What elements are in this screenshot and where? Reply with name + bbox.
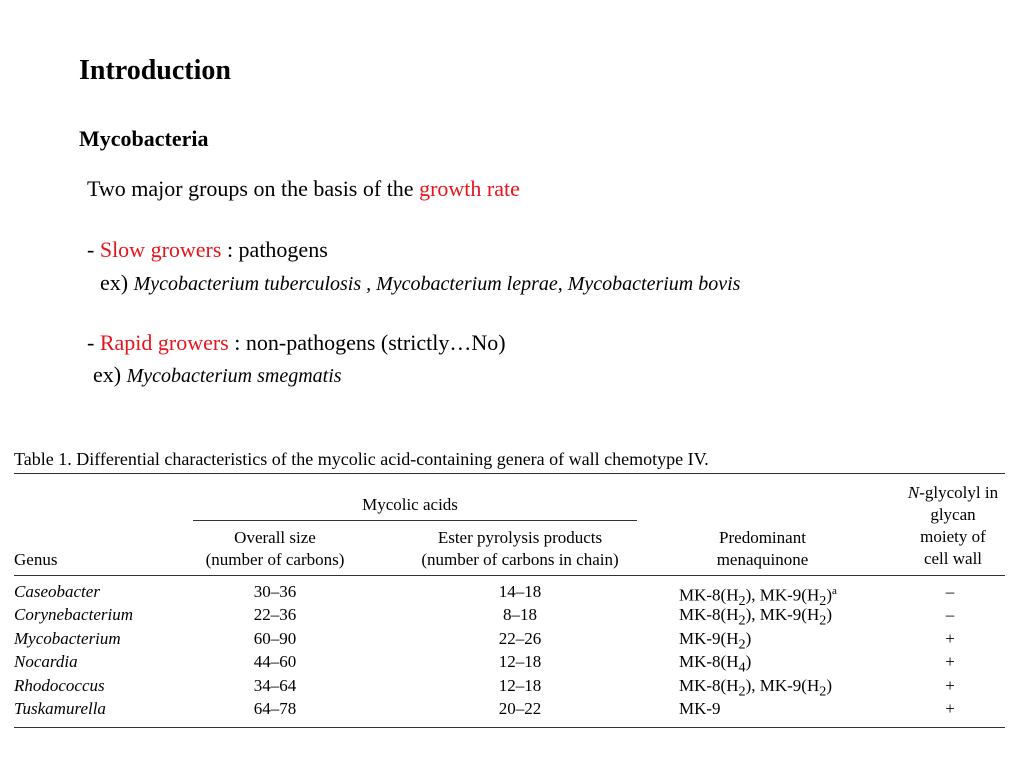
table-row-genus: Caseobacter: [14, 582, 100, 601]
header-nglyc-line4: cell wall: [923, 549, 983, 568]
header-mena-line1: Predominant: [719, 528, 806, 547]
intro-text: Two major groups on the basis of the: [87, 176, 414, 201]
header-nglyc-italic: N: [907, 483, 920, 502]
slow-growers-examples: [100, 270, 740, 296]
table-top-rule: [14, 473, 1005, 474]
table-row-nglycolyl: +: [945, 652, 955, 671]
header-menaquinone: [690, 527, 835, 571]
header-genus: Genus: [14, 550, 58, 569]
table-row-ester: 14–18: [498, 582, 542, 601]
table-bottom-rule: [14, 727, 1005, 728]
ex-prefix: ex): [100, 270, 129, 295]
table-row-nglycolyl: +: [945, 629, 955, 648]
header-n-glycolyl: [893, 482, 1013, 570]
table-row-genus: Nocardia: [14, 652, 78, 671]
slow-growers-label: Slow growers: [99, 237, 222, 262]
table-row-ester: 8–18: [503, 605, 537, 624]
table-caption: Table 1. Differential characteristics of the mycolic acid-containing genera of wall chemotype IV.: [14, 449, 709, 469]
table-row-menaquinone: $MK-8(H_2)$, $MK-9(H_2)$: [679, 676, 832, 700]
rapid-growers-desc: : non-pathogens (strictly…No): [234, 330, 506, 355]
table-row-genus: Rhodococcus: [14, 676, 105, 695]
table-header-rule: [14, 575, 1005, 576]
table-row-genus: Mycobacterium: [14, 629, 121, 648]
table-row-ester: 20–22: [498, 699, 542, 718]
table-row-nglycolyl: +: [945, 676, 955, 695]
table-row-ester: 22–26: [498, 629, 542, 648]
slow-growers-line: [87, 237, 328, 263]
header-overall-size-line2: (number of carbons): [205, 550, 345, 569]
table-row-nglycolyl: –: [945, 605, 955, 624]
header-nglyc-line1: [893, 482, 1013, 504]
page-title: Introduction: [79, 55, 231, 86]
rapid-examples-text: Mycobacterium smegmatis: [126, 365, 342, 387]
table-row-menaquinone: $MK-8(H_2)$, $MK-9(H_2)$: [679, 605, 832, 629]
header-nglyc-line2: glycan: [930, 505, 976, 524]
intro-highlight: growth rate: [419, 176, 520, 201]
rapid-growers-line: [87, 330, 506, 356]
header-ester: [395, 527, 645, 571]
group-header-rule: [193, 520, 637, 521]
table-row-menaquinone: $MK-8(H_2)$, $MK-9(H_2)^a$: [679, 585, 837, 610]
table-row-size: 60–90: [253, 629, 297, 648]
table-row-genus: Corynebacterium: [14, 605, 133, 624]
header-overall-size-line1: Overall size: [234, 528, 316, 547]
slow-growers-desc: : pathogens: [226, 237, 328, 262]
table-row-menaquinone: MK-9: [679, 699, 721, 718]
table-row-nglycolyl: –: [945, 582, 955, 601]
table-row-menaquinone: $MK-8(H_4)$: [679, 652, 752, 676]
table-row-menaquinone: $MK-9(H_2)$: [679, 629, 752, 653]
header-mena-line2: menaquinone: [716, 550, 809, 569]
table-row-size: 22–36: [253, 605, 297, 624]
group-header-mycolic: Mycolic acids: [362, 495, 458, 514]
table-row-genus: Tuskamurella: [14, 699, 106, 718]
header-nglyc-line3: moiety of: [920, 527, 986, 546]
header-ester-line1: Ester pyrolysis products: [437, 528, 603, 547]
slow-examples-text: Mycobacterium tuberculosis , Mycobacterium leprae, Mycobacterium bovis: [133, 273, 741, 295]
table-row-size: 34–64: [253, 676, 297, 695]
bullet-dash: -: [87, 330, 95, 355]
header-nglyc-text: -glycolyl in: [919, 483, 999, 502]
table-row-nglycolyl: +: [945, 699, 955, 718]
table-row-ester: 12–18: [498, 652, 542, 671]
table-row-size: 44–60: [253, 652, 297, 671]
table-row-size: 64–78: [253, 699, 297, 718]
table-row-size: 30–36: [253, 582, 297, 601]
header-ester-line2: (number of carbons in chain): [421, 550, 619, 569]
ex-prefix: ex): [93, 362, 122, 387]
rapid-growers-examples: [93, 362, 342, 388]
intro-line: [87, 176, 520, 202]
rapid-growers-label: Rapid growers: [99, 330, 229, 355]
bullet-dash: -: [87, 237, 95, 262]
table-row-ester: 12–18: [498, 676, 542, 695]
header-overall-size: [185, 527, 365, 571]
section-subtitle: Mycobacteria: [79, 126, 209, 151]
